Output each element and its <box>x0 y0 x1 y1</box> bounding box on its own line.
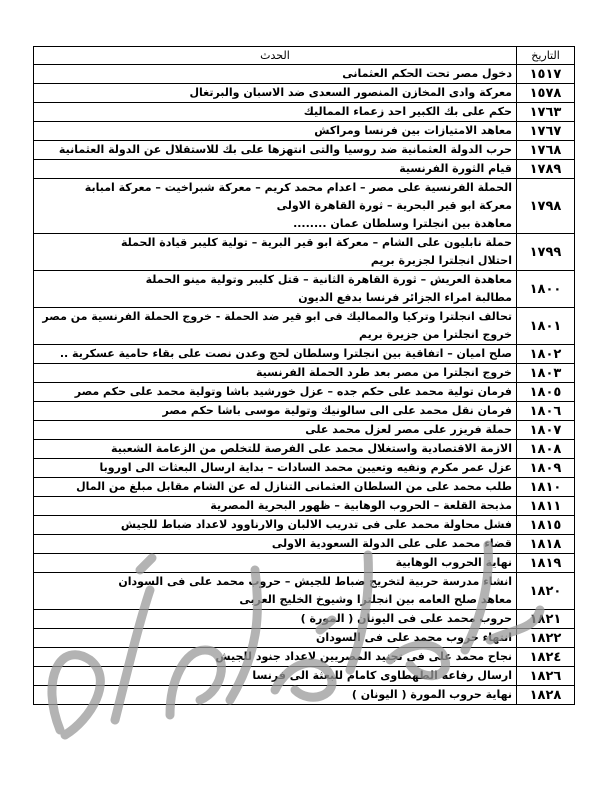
event-line: قضاء محمد على على الدولة السعودية الاولى <box>271 537 512 550</box>
row-year: ١٨١٥ <box>517 516 575 535</box>
event-line: نهاية حروب المورة ( اليونان ) <box>351 688 512 701</box>
table-row <box>34 516 575 535</box>
row-event <box>34 554 517 573</box>
event-line: انتهاء حروب محمد على فى السودان <box>316 631 512 644</box>
event-line: تحالف انجلترا وتركيا والمماليك فى ابو قير ضد الحملة - خروج الحملة الفرنسية من مصر <box>42 310 512 323</box>
row-year: ١٨٠١ <box>517 308 575 345</box>
row-event <box>34 497 517 516</box>
table-row <box>34 554 575 573</box>
event-line: معاهد الامتيازات بين فرنسا ومراكش <box>314 124 512 137</box>
event-line: معركة ابو قير البحرية – ثورة القاهرة الاولى <box>276 199 512 212</box>
row-year: ١٧٦٨ <box>517 141 575 160</box>
table-row <box>34 421 575 440</box>
table-row <box>34 440 575 459</box>
row-event <box>34 459 517 478</box>
row-year: ١٨٠٩ <box>517 459 575 478</box>
event-line: معركة وادى المخازن المنصور السعدى ضد الاسبان والبرتغال <box>189 86 512 99</box>
table-row <box>34 364 575 383</box>
event-line: فرمان نقل محمد على الى سالونيك وتولية موسى باشا حكم مصر <box>162 404 512 417</box>
event-line: مذبحة القلعة – الحروب الوهابية – ظهور البحرية المصرية <box>210 499 512 512</box>
event-line: عزل عمر مكرم ونفيه وتعيين محمد السادات – بداية ارسال البعثات الى اوروبا <box>99 461 512 474</box>
row-event <box>34 686 517 705</box>
event-line: خروج انجلترا من جزيرة بريم <box>359 328 512 341</box>
event-line: احتلال انجلترا لجزيرة بريم <box>370 254 512 267</box>
event-line: الازمة الاقتصادية واستغلال محمد على الفرصة للتخلص من الزعامة الشعبية <box>111 442 512 455</box>
table-row <box>34 103 575 122</box>
event-line: فشل محاولة محمد على فى تدريب الالبان والارناوود لاعداد ضباط للجيش <box>120 518 512 531</box>
table-header-row <box>34 47 575 65</box>
event-line: معاهدة العريش – ثورة القاهرة الثانية – قتل كليبر وتولية مينو الحملة <box>145 273 512 286</box>
event-line: مطالبة امراء الجزائر فرنسا بدفع الديون <box>298 291 512 304</box>
table-row <box>34 234 575 271</box>
table-row <box>34 459 575 478</box>
row-year: ١٥١٧ <box>517 65 575 84</box>
header-event: الحدث <box>34 47 517 65</box>
table-row <box>34 478 575 497</box>
table-row <box>34 179 575 234</box>
row-year: ١٨٢٠ <box>517 573 575 610</box>
table-row <box>34 535 575 554</box>
event-line: دخول مصر تحت الحكم العثمانى <box>342 67 512 80</box>
event-line: حروب محمد على فى اليونان ( المورة ) <box>300 612 512 625</box>
table-row <box>34 345 575 364</box>
table-row <box>34 271 575 308</box>
row-year: ١٨١٩ <box>517 554 575 573</box>
row-event <box>34 103 517 122</box>
table-row <box>34 667 575 686</box>
row-year: ١٥٧٨ <box>517 84 575 103</box>
row-event <box>34 160 517 179</box>
table-row <box>34 610 575 629</box>
table-row <box>34 65 575 84</box>
table-row <box>34 573 575 610</box>
table-row <box>34 308 575 345</box>
row-year: ١٧٨٩ <box>517 160 575 179</box>
event-line: معاهد صلح العامه بين انجلترا وشيوخ الخليج العربى <box>239 593 512 606</box>
row-event <box>34 122 517 141</box>
table-row <box>34 84 575 103</box>
row-year: ١٧٩٨ <box>517 179 575 234</box>
event-line: الحملة الفرنسية على مصر – اعدام محمد كريم – معركة شبراخيت – معركة امبابة <box>84 181 512 194</box>
table-row <box>34 383 575 402</box>
row-event <box>34 667 517 686</box>
event-line: قيام الثورة الفرنسية <box>399 162 512 175</box>
row-year: ١٨١٨ <box>517 535 575 554</box>
row-year: ١٨٠٦ <box>517 402 575 421</box>
row-event <box>34 84 517 103</box>
row-event <box>34 421 517 440</box>
table-row <box>34 648 575 667</box>
row-event <box>34 516 517 535</box>
event-line: حرب الدولة العثمانية ضد روسيا والتى انتهزها على بك للاستقلال عن الدولة العثمانية <box>58 143 512 156</box>
event-line: فرمان تولية محمد على حكم جده – عزل خورشيد باشا وتولية محمد على حكم مصر <box>74 385 512 398</box>
table-row <box>34 402 575 421</box>
event-line: نجاح محمد على فى تجنيد المصريين لاعداد جنود للجيش <box>215 650 512 663</box>
event-line: معاهدة بين انجلترا وسلطان عمان ........ <box>293 217 512 230</box>
event-line: حكم على بك الكبير احد زعماء المماليك <box>303 105 512 118</box>
row-event <box>34 364 517 383</box>
event-line: صلح اميان – اتفاقية بين انجلترا وسلطان لحج وعدن نصت على بقاء حامية عسكرية .. <box>59 347 512 360</box>
row-year: ١٨١٠ <box>517 478 575 497</box>
header-year: التاريخ <box>517 47 575 65</box>
row-year: ١٧٦٧ <box>517 122 575 141</box>
row-event <box>34 383 517 402</box>
row-event <box>34 141 517 160</box>
row-year: ١٨٠٠ <box>517 271 575 308</box>
row-year: ١٨٠٨ <box>517 440 575 459</box>
row-event <box>34 610 517 629</box>
row-year: ١٨٢١ <box>517 610 575 629</box>
row-event <box>34 308 517 345</box>
row-event <box>34 65 517 84</box>
row-year: ١٨١١ <box>517 497 575 516</box>
row-year: ١٧٦٣ <box>517 103 575 122</box>
row-year: ١٨٠٢ <box>517 345 575 364</box>
table-row <box>34 141 575 160</box>
row-year: ١٨٠٧ <box>517 421 575 440</box>
history-timeline-table <box>33 46 575 705</box>
row-year: ١٨٠٣ <box>517 364 575 383</box>
row-year: ١٨٢٤ <box>517 648 575 667</box>
row-event <box>34 573 517 610</box>
row-event <box>34 179 517 234</box>
row-year: ١٧٩٩ <box>517 234 575 271</box>
row-event <box>34 345 517 364</box>
row-event <box>34 234 517 271</box>
row-year: ١٨٠٥ <box>517 383 575 402</box>
row-event <box>34 629 517 648</box>
row-event <box>34 478 517 497</box>
row-event <box>34 440 517 459</box>
event-line: حملة فريزر على مصر لعزل محمد على <box>305 423 512 436</box>
row-year: ١٨٢٦ <box>517 667 575 686</box>
row-event <box>34 402 517 421</box>
row-year: ١٨٢٢ <box>517 629 575 648</box>
event-line: طلب محمد على من السلطان العثمانى التنازل له عن الشام مقابل مبلغ من المال <box>76 480 512 493</box>
table-row <box>34 160 575 179</box>
event-line: انشاء مدرسة حربية لتخريج ضباط للجيش – حروب محمد على فى السودان <box>118 575 512 588</box>
row-event <box>34 271 517 308</box>
row-event <box>34 648 517 667</box>
table-row <box>34 122 575 141</box>
event-line: حملة نابليون على الشام – معركة ابو قير البرية – تولية كليبر قيادة الحملة <box>121 236 512 249</box>
table-row <box>34 497 575 516</box>
table-row <box>34 686 575 705</box>
table-row <box>34 629 575 648</box>
event-line: نهاية الحروب الوهابية <box>395 556 512 569</box>
table-body <box>34 65 575 705</box>
event-line: ارسال رفاعه الطهطاوى كامام للبعثة الى فرنسا <box>252 669 512 682</box>
row-event <box>34 535 517 554</box>
row-year: ١٨٢٨ <box>517 686 575 705</box>
event-line: خروج انجلترا من مصر بعد طرد الحملة الفرنسية <box>255 366 512 379</box>
